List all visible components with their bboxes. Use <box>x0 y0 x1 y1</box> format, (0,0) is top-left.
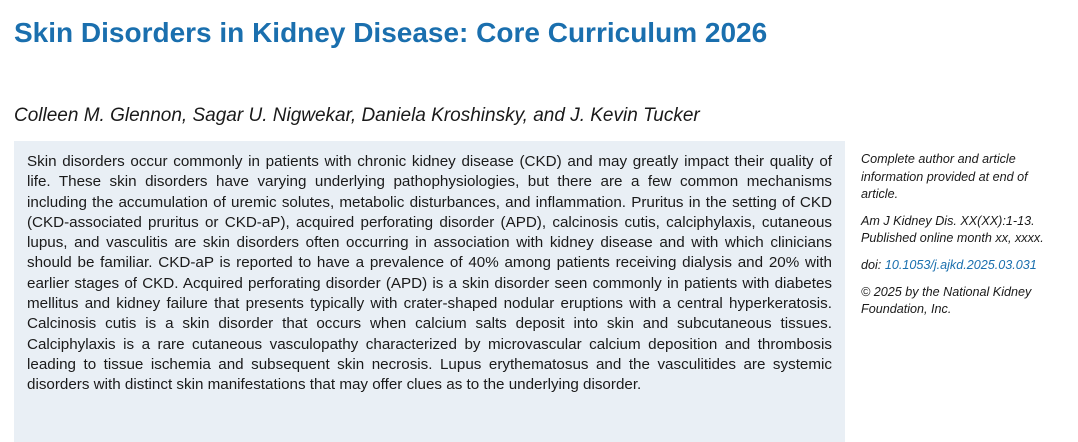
copyright-notice: © 2025 by the National Kidney Foundation, Inc. <box>861 284 1032 317</box>
article-title: Skin Disorders in Kidney Disease: Core Curriculum 2026 <box>14 17 768 48</box>
doi-link[interactable]: 10.1053/j.ajkd.2025.03.031 <box>884 257 1037 272</box>
author-info-note: Complete author and article information provided at end of article. <box>861 152 1028 202</box>
doi-label: doi: <box>861 257 882 272</box>
article-info-sidebar <box>861 151 1061 328</box>
author-list: Colleen M. Glennon, Sagar U. Nigwekar, Daniela Kroshinsky, and J. Kevin Tucker <box>14 105 700 126</box>
abstract-text: Skin disorders occur commonly in patients with chronic kidney disease (CKD) and may greatly impact their quality of life. These skin disorders have varying underlying pathophysiologies, but there are a few common mechanisms including the accumulation of uremic solutes, metabolic disturbances, and inflammation. Pruritus in the setting of CKD (CKD-associated pruritus or CKD-aP), acquired perforating disorder (APD), calcinosis cutis, calciphylaxis, cutaneous lupus, and vasculitis are skin disorders often occurring in association with kidney disease and with which clinicians should be familiar. CKD-aP is reported to have a prevalence of 40% among patients receiving dialysis and 20% with earlier stages of CKD. Acquired perforating disorder (APD) is a skin disorder seen commonly in patients with diabetes mellitus and kidney failure that presents typically with crater-shaped nodular eruptions with a central hyperkeratosis. Calcinosis cutis is a skin disorder that occurs when calcium salts deposit into skin and subcutaneous tissues. Calciphylaxis is a rare cutaneous vasculopathy characterized by microvascular calcium deposition and thrombosis leading to tissue ischemia and subsequent skin necrosis. Lupus erythematosus and the vasculitides are systemic disorders with distinct skin manifestations that may offer clues as to the underlying disorder. <box>27 153 832 394</box>
doi-line <box>861 257 1061 275</box>
citation-info: Am J Kidney Dis. XX(XX):1-13. Published online month xx, xxxx. <box>861 213 1044 246</box>
abstract-box <box>14 141 845 442</box>
